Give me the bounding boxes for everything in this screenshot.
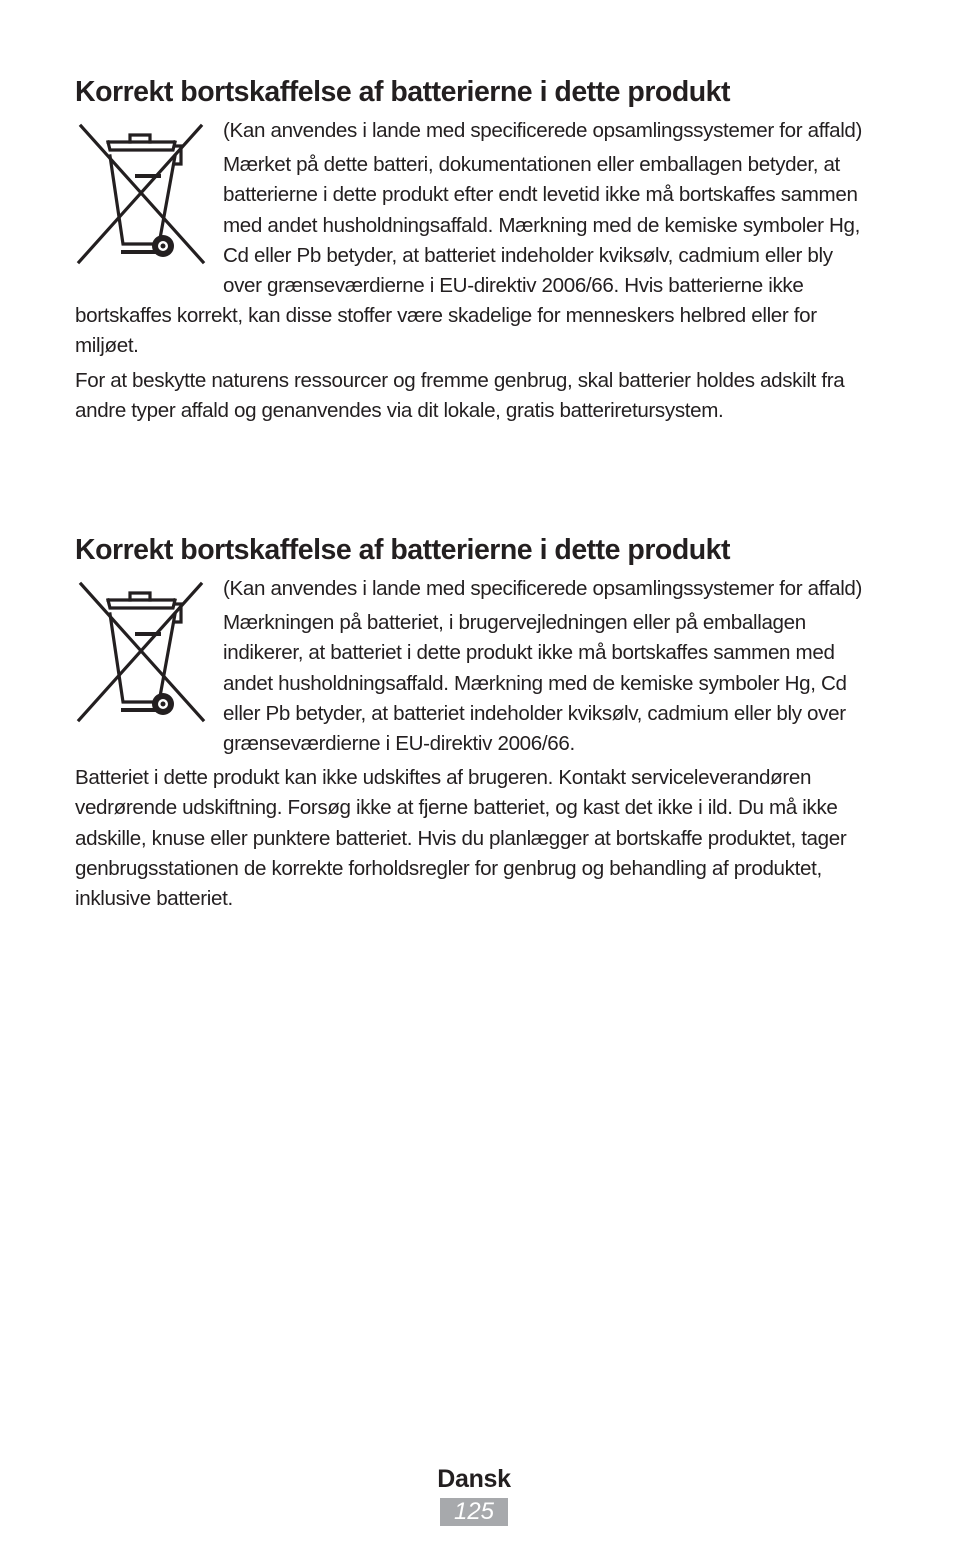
disposal-paragraph: Mærkningen på batteriet, i brugervejledningen eller på emballagen indikerer, at batteriet i dette produkt ikke må bortskaffes sammen med andet husholdningsaffald. Mærkning med de kemiske symboler Hg, Cd eller Pb betyder, at batteriet indeholder kviksølv, cadmium eller bly over grænseværdierne i EU-direktiv 2006/66. xyxy=(223,611,847,756)
language-label: Dansk xyxy=(437,1465,511,1493)
applicability-note: (Kan anvendes i lande med specificerede opsamlingssystemer for affald) xyxy=(223,577,863,600)
non-removable-battery-paragraph: Batteriet i dette produkt kan ikke udskiftes af brugeren. Kontakt serviceleverandøren vedrørende udskiftning. Forsøg ikke at fjerne batteriet, og kast det ikke i ild. Du må ikke adskille, knuse eller punktere batteriet. Hvis du planlægger at bortskaffe produktet, tager genbrugsstationen de korrekte forholdsregler for genbrug og behandling af produktet, inklusive batteriet. xyxy=(75,766,847,911)
section-body xyxy=(75,574,875,918)
section-heading: Korrekt bortskaffelse af batterierne i dette produkt xyxy=(75,534,730,566)
applicability-note: (Kan anvendes i lande med specificerede opsamlingssystemer for affald) xyxy=(223,119,863,142)
page-number: 125 xyxy=(453,1498,495,1525)
crossed-out-wheelie-bin-icon xyxy=(75,578,207,726)
disposal-paragraph: Mærket på dette batteri, dokumentationen eller emballagen betyder, at batterierne i dette produkt efter endt levetid ikke må bortskaffes sammen med andet husholdningsaffald. Mærkning med de kemiske symboler Hg, Cd eller Pb betyder, at batteriet indeholder kviksølv, cadmium eller bly over grænseværdierne i EU-direktiv 2006/66. Hvis batterierne ikke bortskaffes korrekt, kan disse stoffer være skadelige for menneskers helbred eller for miljøet. xyxy=(75,153,861,358)
recycling-paragraph: For at beskytte naturens ressourcer og fremme genbrug, skal batterier holdes adskilt fra andre typer affald og genanvendes via dit lokale, gratis batteriretursystem. xyxy=(75,368,845,422)
battery-disposal-section-2 xyxy=(75,530,875,918)
battery-disposal-section-1 xyxy=(75,72,875,430)
section-body xyxy=(75,116,875,430)
crossed-out-wheelie-bin-icon xyxy=(75,120,207,268)
section-heading: Korrekt bortskaffelse af batterierne i dette produkt xyxy=(75,76,730,108)
page-number-badge xyxy=(440,1498,508,1526)
page-footer xyxy=(0,1462,954,1526)
